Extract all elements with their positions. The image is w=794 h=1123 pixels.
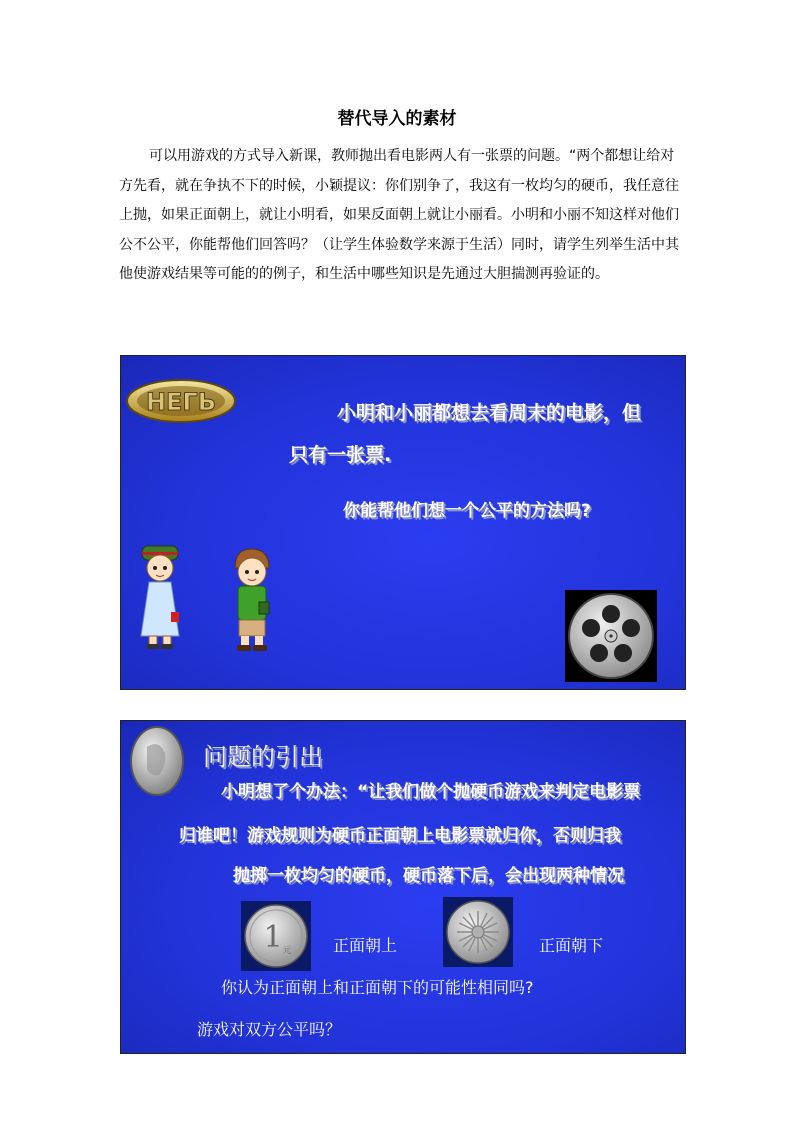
document-title: 替代导入的素材: [337, 109, 457, 129]
coin-tails-photo: [443, 897, 513, 967]
label-heads: 正面朝上: [333, 936, 398, 955]
slide1-line2: 只有一张票.: [289, 444, 392, 466]
intro-paragraph: 可以用游戏的方式导入新课，教师抛出看电影两人有一张票的问题。“两个都想让给对方先看，就在争执不下的时候，小颖提议：你们别争了，我这有一枚均匀的硬币，我任意往上抛，如果正面朝上，就让小明看，如果反面朝上就让小丽看。小明和小丽不知这样对他们公不公平，你能帮他们回答吗？（让学生体验数学来源于生活）同时，请学生列举生活中其他使游戏结果等可能的的例子，和生活中哪些知识是先通过大胆揣测再验证的。: [119, 148, 679, 282]
slide2-line1: 小明想了个办法：“让我们做个抛硬币游戏来判定电影票: [221, 782, 641, 802]
question-equal-chance: 你认为正面朝上和正面朝下的可能性相同吗?: [221, 978, 534, 997]
slide-movie-ticket: [120, 355, 686, 690]
coin-heads-photo: [241, 901, 311, 971]
coin-unit: 元: [282, 946, 292, 956]
dime-coin-icon: [129, 725, 185, 797]
slide1-line3: 你能帮他们想一个公平的方法吗?: [343, 501, 591, 521]
boy-character-icon: [227, 546, 275, 654]
logo-badge: [125, 378, 237, 424]
yuan-coin-icon: [241, 901, 311, 971]
label-tails: 正面朝下: [539, 936, 604, 955]
slide2-line3: 抛掷一枚均匀的硬币，硬币落下后，会出现两种情况: [233, 866, 624, 886]
logo-text: HEГЬ: [145, 388, 217, 416]
coin-digit: 1: [263, 920, 283, 955]
chrysanthemum-coin-icon: [443, 897, 513, 967]
girl-character-icon: [135, 544, 185, 652]
slide2-line2: 归谁吧！游戏规则为硬币正面朝上电影票就归你，否则归我: [179, 826, 621, 846]
slide1-line1: 小明和小丽都想去看周末的电影，但: [337, 402, 642, 424]
slide-problem-intro: [120, 720, 686, 1054]
question-fairness: 游戏对双方公平吗？: [197, 1020, 342, 1039]
slide2-heading: 问题的引出: [203, 743, 323, 771]
film-reel-icon: [565, 590, 657, 682]
